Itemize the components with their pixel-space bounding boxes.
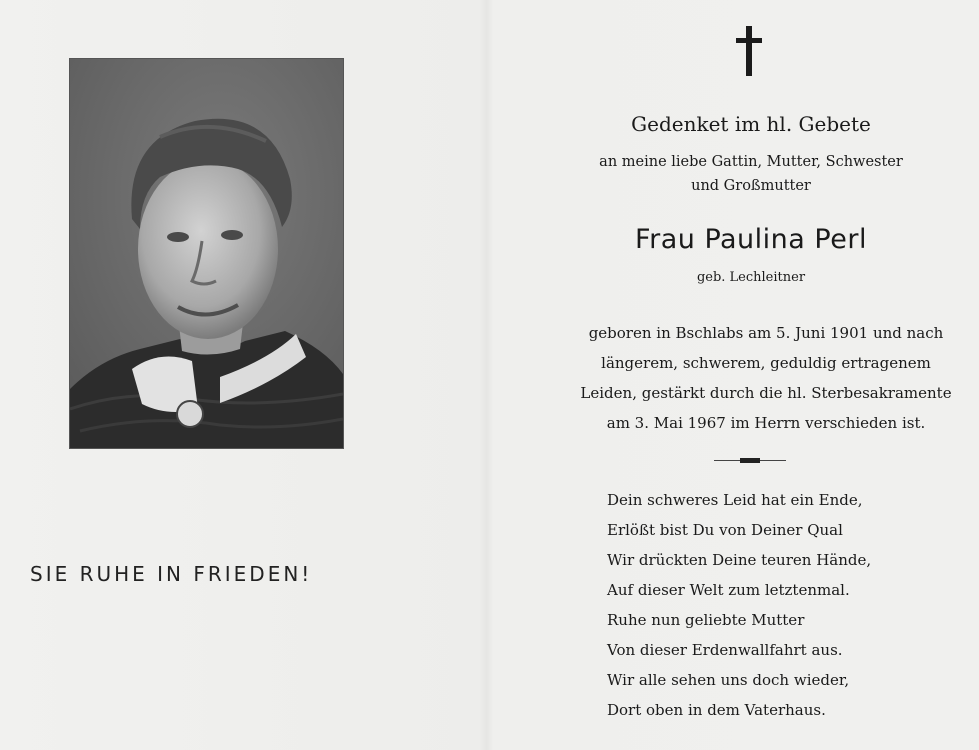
biography-line: geboren in Bschlabs am 5. Juni 1901 und nach xyxy=(588,324,944,342)
biography-line: längerem, schwerem, geduldig ertragenem xyxy=(601,354,931,372)
poem-line: Wir alle sehen uns doch wieder, xyxy=(607,671,850,689)
poem-line: Dein schweres Leid hat ein Ende, xyxy=(607,491,863,509)
poem-line: Ruhe nun geliebte Mutter xyxy=(607,611,805,629)
portrait-photo xyxy=(70,59,343,448)
deceased-name: Frau Paulina Perl xyxy=(635,224,867,255)
biography xyxy=(536,318,979,438)
right-panel xyxy=(486,0,979,750)
prayer-heading: Gedenket im hl. Gebete xyxy=(631,112,871,136)
portrait-illustration xyxy=(70,59,343,448)
poem-line: Dort oben in dem Vaterhaus. xyxy=(607,701,826,719)
left-panel xyxy=(0,0,486,750)
memorial-poem xyxy=(607,485,871,725)
rest-in-peace-line: SIE RUHE IN FRIEDEN! xyxy=(30,562,313,586)
biography-line: Leiden, gestärkt durch die hl. Sterbesakramente xyxy=(580,384,952,402)
biography-line: am 3. Mai 1967 im Herrn verschieden ist. xyxy=(606,414,926,432)
poem-line: Erlößt bist Du von Deiner Qual xyxy=(607,521,843,539)
poem-line: Auf dieser Welt zum letztenmal. xyxy=(607,581,850,599)
ornamental-divider xyxy=(714,458,786,463)
maiden-name: geb. Lechleitner xyxy=(696,270,806,285)
latin-cross-icon xyxy=(736,26,762,76)
dedication-line: und Großmutter xyxy=(691,178,811,194)
poem-line: Wir drückten Deine teuren Hände, xyxy=(607,551,872,569)
dedication-line: an meine liebe Gattin, Mutter, Schwester xyxy=(599,154,903,170)
dedication-intro xyxy=(526,150,976,198)
poem-line: Von dieser Erdenwallfahrt aus. xyxy=(607,641,843,659)
